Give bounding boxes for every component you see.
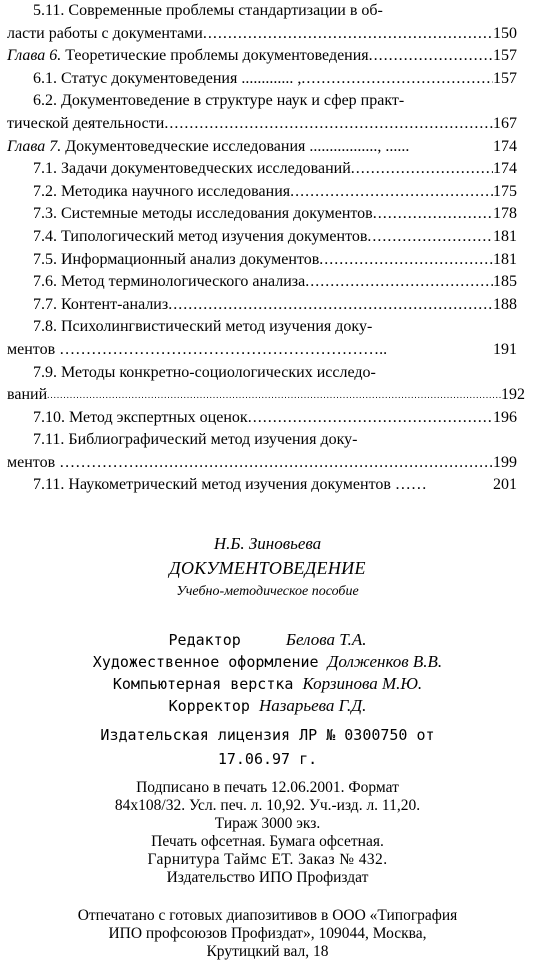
toc-page-number: 174 xyxy=(493,137,517,155)
dot-leader xyxy=(367,226,493,249)
toc-entry-title: 7.8. Психолингвистический метод изучения доку- xyxy=(33,318,373,336)
toc-entry-title: ментов …………… xyxy=(7,453,140,471)
toc-entry-title: 7.11. Библиографический метод изучения доку- xyxy=(33,431,358,449)
dot-leader xyxy=(373,203,493,226)
toc-entry-line xyxy=(0,158,535,181)
dot-leader xyxy=(203,23,493,46)
dot-leader xyxy=(319,249,493,272)
toc-entry-line xyxy=(0,474,535,497)
layout-credit xyxy=(0,673,535,695)
dot-leader xyxy=(164,113,493,136)
dot-leader xyxy=(168,294,493,317)
license-date: 17.06.97 г. xyxy=(217,750,318,768)
toc-entry-line xyxy=(0,294,535,317)
toc-page-number: 196 xyxy=(493,408,517,426)
toc-entry-title: 7.9. Методы конкретно-социологических исследо- xyxy=(33,363,376,381)
toc-entry-line xyxy=(0,339,535,362)
printer-address: Крутицкий вал, 18 xyxy=(206,943,329,960)
toc-page-number: 185 xyxy=(493,273,517,291)
layout-name: Корзинова М.Ю. xyxy=(302,674,423,693)
toc-entry-title: тической деятельности xyxy=(7,114,165,132)
toc-entry-title: ментов …………………………………………………….. xyxy=(7,340,388,358)
proof-credit xyxy=(0,695,535,717)
toc-entry-line xyxy=(0,452,535,475)
toc-entry-title: 5.11. Современные проблемы стандартизации в об- xyxy=(33,2,383,19)
toc-page-number: 181 xyxy=(493,227,517,245)
toc-page-number: 188 xyxy=(493,295,517,313)
book-subtitle: Учебно-методическое пособие xyxy=(176,584,359,599)
toc-entry-title: 7.5. Информационный анализ документов xyxy=(33,250,320,268)
toc-entry-line xyxy=(0,68,535,91)
chapter-label: Глава 7. xyxy=(7,137,62,155)
toc-entry-title: Документоведческие исследования ................., ...... xyxy=(65,137,410,155)
dot-leader xyxy=(369,45,493,68)
dot-leader xyxy=(305,271,493,294)
toc-entry-title: ваний xyxy=(7,386,48,404)
toc-entry-title: 7.11. Наукометрический метод изучения документов …… xyxy=(33,476,427,494)
printer-info: ИПО профсоюзов Профиздат», 109044, Москва, xyxy=(108,925,427,942)
printer-info: Отпечатано с готовых диапозитивов в ООО «Типография xyxy=(77,907,458,924)
dot-leader xyxy=(139,452,493,475)
layout-label: Компьютерная верстка xyxy=(112,675,294,693)
toc-page-number: 181 xyxy=(493,250,517,268)
publisher-name: Издательство ИПО Профиздат xyxy=(166,869,369,886)
toc-entry-title: 7.4. Типологический метод изучения документов xyxy=(33,227,368,245)
toc-entry-line xyxy=(0,23,535,46)
toc-chapter xyxy=(0,45,535,68)
toc-entry-line xyxy=(0,203,535,226)
print-info: Подписано в печать 12.06.2001. Формат xyxy=(136,779,399,796)
dot-leader xyxy=(248,407,493,430)
print-info: 84х108/32. Усл. печ. л. 10,92. Уч.-изд. л. 11,20. xyxy=(114,797,421,814)
art-credit xyxy=(0,651,535,673)
toc-entry-title: 6.2. Документоведение в структуре наук и сфер практ- xyxy=(33,92,405,110)
toc-entry-line xyxy=(0,316,535,339)
toc-chapter xyxy=(0,136,535,159)
editor-credit xyxy=(0,629,535,651)
toc-page-number: 199 xyxy=(493,453,517,471)
book-title: ДОКУМЕНТОВЕДЕНИЕ xyxy=(169,558,366,578)
toc-page-number: 201 xyxy=(493,476,517,494)
toc-page-number: 192 xyxy=(501,386,525,404)
proof-label: Корректор xyxy=(168,697,250,715)
dot-leader xyxy=(301,68,493,91)
license-line: Издательская лицензия ЛР № 0300750 от xyxy=(100,726,435,744)
toc-entry-title: 7.10. Метод экспертных оценок xyxy=(33,408,248,426)
toc-entry-line xyxy=(0,384,535,407)
print-info: Печать офсетная. Бумага офсетная. xyxy=(151,833,384,850)
toc-page-number: 175 xyxy=(493,182,517,200)
art-name: Долженков В.В. xyxy=(327,652,443,671)
toc-entry-line xyxy=(0,407,535,430)
toc-page-number: 157 xyxy=(493,69,517,87)
toc-page-number: 178 xyxy=(493,205,517,223)
toc-entry-line xyxy=(0,429,535,452)
toc-entry-line xyxy=(0,226,535,249)
chapter-label: Глава 6. xyxy=(7,47,62,65)
author-name: Н.Б. Зиновьева xyxy=(213,534,322,553)
toc-entry-title: 7.2. Методика научного исследования xyxy=(33,182,291,200)
dot-leader xyxy=(290,181,493,204)
toc-entry-title: 7.6. Метод терминологического анализа xyxy=(33,273,306,291)
print-info: Тираж 3000 экз. xyxy=(214,815,321,832)
editor-label: Редактор xyxy=(168,631,241,649)
art-label: Художественное оформление xyxy=(92,653,319,671)
print-info: Гарнитура Таймс ЕТ. Заказ № 432. xyxy=(147,851,388,868)
dot-leader xyxy=(47,384,501,407)
toc-entry-line xyxy=(0,90,535,113)
toc-entry-title: 7.1. Задачи документоведческих исследований xyxy=(33,160,351,178)
proof-name: Назарьева Г.Д. xyxy=(258,696,367,715)
toc-page-number: 157 xyxy=(493,47,517,65)
toc-entry-line xyxy=(0,362,535,385)
toc-entry-line xyxy=(0,271,535,294)
toc-page-number: 167 xyxy=(493,114,517,132)
editor-name: Белова Т.А. xyxy=(285,630,367,649)
toc-entry-title: ласти работы с документами xyxy=(7,24,203,42)
dot-leader xyxy=(351,158,493,181)
toc-entry-line xyxy=(0,249,535,272)
toc-entry-title: Теоретические проблемы документоведения xyxy=(65,47,369,65)
toc-page-number: 191 xyxy=(493,340,517,358)
toc-page-number: 150 xyxy=(493,24,517,42)
toc-entry-line xyxy=(0,113,535,136)
toc-entry-title: 7.3. Системные методы исследования документов xyxy=(33,205,373,223)
toc-page-number: 174 xyxy=(493,160,517,178)
toc-entry-line xyxy=(0,0,535,23)
toc-entry-line xyxy=(0,181,535,204)
toc-entry-title: 6.1. Статус документоведения ............. , xyxy=(33,69,302,87)
toc-entry-title: 7.7. Контент-анализ xyxy=(33,295,169,313)
